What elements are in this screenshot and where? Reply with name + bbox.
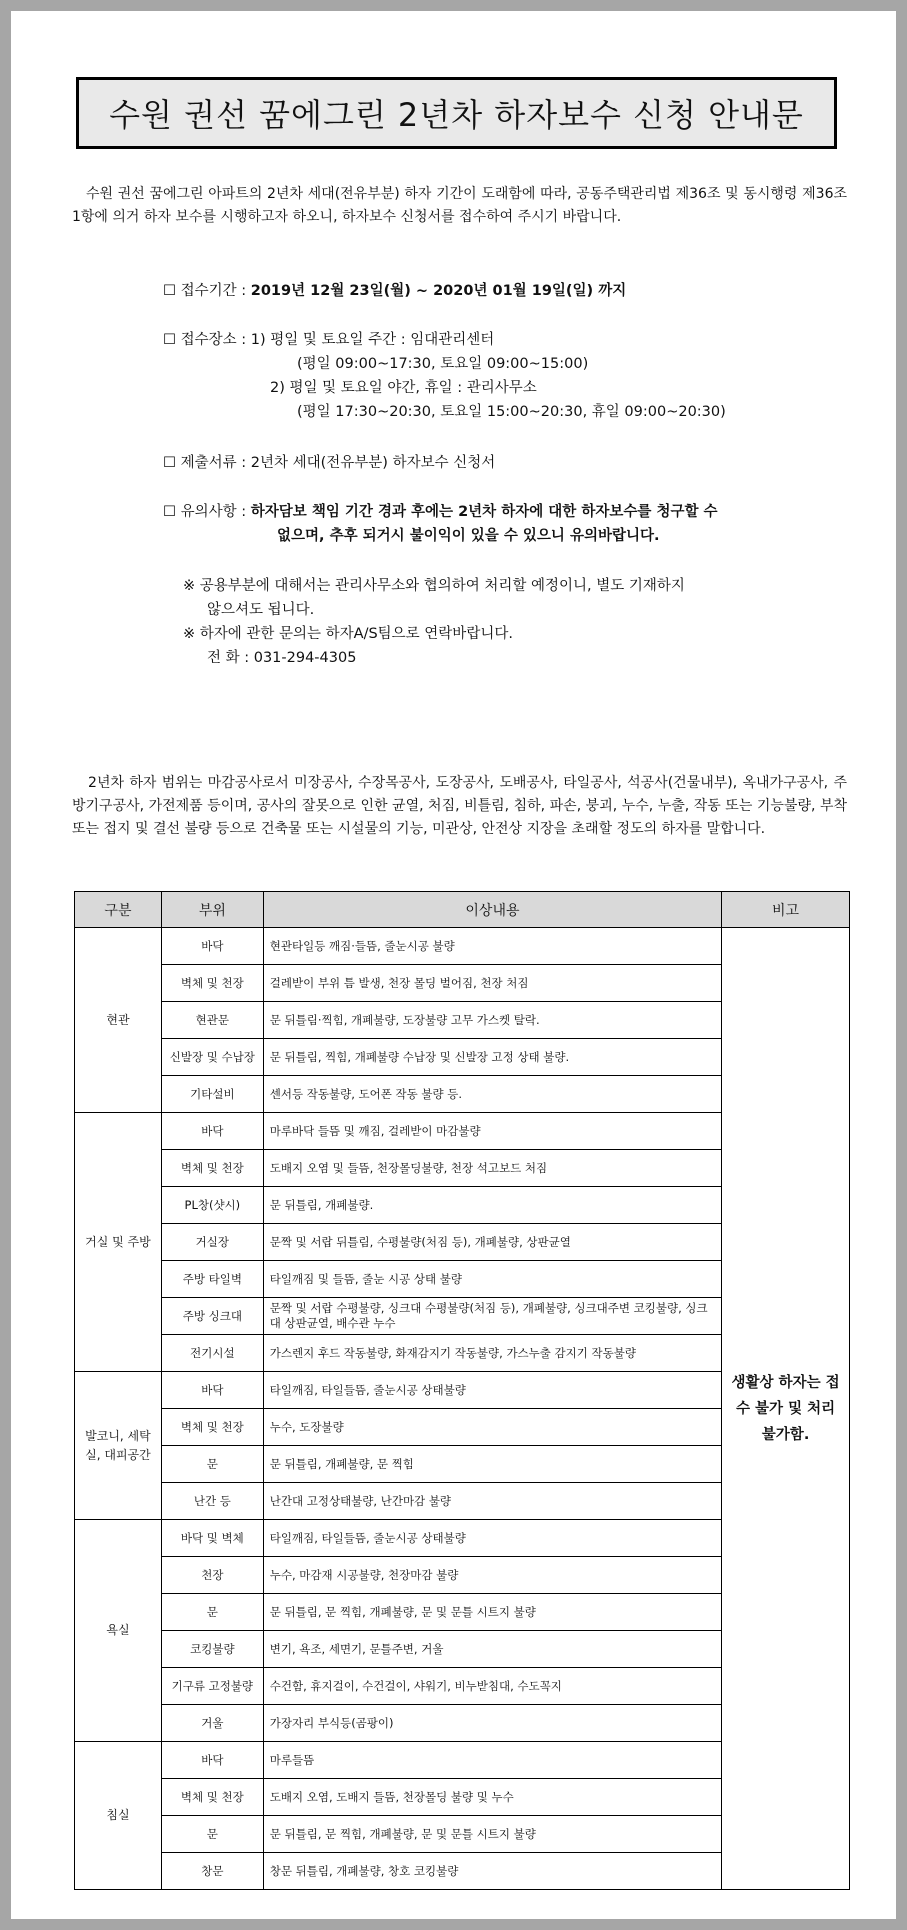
place-line4: (평일 17:30~20:30, 토요일 15:00~20:30, 휴일 09:00~20:30) xyxy=(297,404,726,420)
page-title: 수원 권선 꿈에그린 2년차 하자보수 신청 안내문 xyxy=(76,77,837,149)
description-cell: 타일깨짐, 타일들뜸, 줄눈시공 상태불량 xyxy=(263,1520,721,1557)
category-cell: 발코니, 세탁실, 대피공간 xyxy=(75,1372,162,1520)
info-period xyxy=(163,279,626,303)
part-cell: 현관문 xyxy=(161,1002,263,1039)
description-cell: 타일깨짐 및 들뜸, 줄눈 시공 상태 불량 xyxy=(263,1261,721,1298)
place-line3: 2) 평일 및 토요일 야간, 휴일 : 관리사무소 xyxy=(270,380,537,396)
part-cell: 벽체 및 천장 xyxy=(161,1779,263,1816)
docs-value: 2년차 세대(전유부분) 하자보수 신청서 xyxy=(250,455,496,471)
description-cell: 창문 뒤틀림, 개폐불량, 창호 코킹불량 xyxy=(263,1853,721,1890)
part-cell: 바닥 xyxy=(161,928,263,965)
info-place xyxy=(163,328,726,424)
description-cell: 난간대 고정상태불량, 난간마감 불량 xyxy=(263,1483,721,1520)
note2: ※ 하자에 관한 문의는 하자A/S팀으로 연락바랍니다. xyxy=(183,626,513,642)
category-cell: 침실 xyxy=(75,1742,162,1890)
part-cell: PL창(샷시) xyxy=(161,1187,263,1224)
part-cell: 벽체 및 천장 xyxy=(161,1150,263,1187)
part-cell: 코킹불량 xyxy=(161,1631,263,1668)
description-cell: 변기, 욕조, 세면기, 문틀주변, 거울 xyxy=(263,1631,721,1668)
caution-label: ☐ 유의사항 : xyxy=(163,504,251,520)
description-cell: 도배지 오염, 도배지 들뜸, 천장몰딩 불량 및 누수 xyxy=(263,1779,721,1816)
note1-line2: 않으셔도 됩니다. xyxy=(207,602,315,618)
part-cell: 기구류 고정불량 xyxy=(161,1668,263,1705)
description-cell: 문 뒤틀림·찍힘, 개폐불량, 도장불량 고무 가스켓 탈락. xyxy=(263,1002,721,1039)
document-page xyxy=(11,11,896,1919)
header-part: 부위 xyxy=(161,892,263,928)
part-cell: 주방 싱크대 xyxy=(161,1298,263,1335)
part-cell: 주방 타일벽 xyxy=(161,1261,263,1298)
description-cell: 문 뒤틀림, 문 찍힘, 개폐불량, 문 및 문틀 시트지 불량 xyxy=(263,1816,721,1853)
phone-number: 전 화 : 031-294-4305 xyxy=(207,650,357,666)
part-cell: 기타설비 xyxy=(161,1076,263,1113)
description-cell: 마루들뜸 xyxy=(263,1742,721,1779)
part-cell: 천장 xyxy=(161,1557,263,1594)
description-cell: 타일깨짐, 타일들뜸, 줄눈시공 상태불량 xyxy=(263,1372,721,1409)
table-row xyxy=(75,928,850,965)
description-cell: 현관타일등 깨짐·들뜸, 줄눈시공 불량 xyxy=(263,928,721,965)
description-cell: 수건함, 휴지걸이, 수건걸이, 샤워기, 비누받침대, 수도꼭지 xyxy=(263,1668,721,1705)
part-cell: 거실장 xyxy=(161,1224,263,1261)
description-cell: 마루바닥 들뜸 및 깨짐, 걸레받이 마감불량 xyxy=(263,1113,721,1150)
place-line2: (평일 09:00~17:30, 토요일 09:00~15:00) xyxy=(297,356,589,372)
part-cell: 바닥 xyxy=(161,1372,263,1409)
info-docs xyxy=(163,451,495,475)
part-cell: 벽체 및 천장 xyxy=(161,965,263,1002)
part-cell: 거울 xyxy=(161,1705,263,1742)
part-cell: 전기시설 xyxy=(161,1335,263,1372)
intro-paragraph xyxy=(72,183,847,229)
description-cell: 누수, 마감재 시공불량, 천장마감 불량 xyxy=(263,1557,721,1594)
part-cell: 바닥 xyxy=(161,1742,263,1779)
part-cell: 창문 xyxy=(161,1853,263,1890)
header-remark: 비고 xyxy=(722,892,850,928)
caution-line1: 하자담보 책임 기간 경과 후에는 2년차 하자에 대한 하자보수를 청구할 수 xyxy=(250,504,718,520)
range-text: 2년차 하자 범위는 마감공사로서 미장공사, 수장목공사, 도장공사, 도배공사, 타일공사, 석공사(건물내부), 옥내가구공사, 주방기구공사, 가전제품 등이며, 공사의 잘못으로 인한 균열, 처짐, 비틀림, 침하, 파손, 붕괴, 누수, 누출, 작동 또는 기능불량, 부착 또는 접지 및 결선 불량 등으로 건축물 또는 시설물의 기능, 미관상, 안전상 지장을 초래할 정도의 하자를 말합니다. xyxy=(72,775,847,837)
description-cell: 문 뒤틀림, 개폐불량. xyxy=(263,1187,721,1224)
description-cell: 도배지 오염 및 들뜸, 천장몰딩불량, 천장 석고보드 처짐 xyxy=(263,1150,721,1187)
category-cell: 거실 및 주방 xyxy=(75,1113,162,1372)
description-cell: 문짝 및 서랍 뒤틀림, 수평불량(처짐 등), 개폐불량, 상판균열 xyxy=(263,1224,721,1261)
intro-text: 수원 권선 꿈에그린 아파트의 2년차 세대(전유부분) 하자 기간이 도래함에 따라, 공동주택관리법 제36조 및 동시행령 제36조 1항에 의거 하자 보수를 시행하고자 하오니, 하자보수 신청서를 접수하여 주시기 바랍니다. xyxy=(72,186,847,225)
description-cell: 누수, 도장불량 xyxy=(263,1409,721,1446)
defect-table xyxy=(74,891,850,1890)
docs-label: ☐ 제출서류 : xyxy=(163,455,251,471)
description-cell: 문 뒤틀림, 개폐불량, 문 찍힘 xyxy=(263,1446,721,1483)
remark-cell: 생활상 하자는 접수 불가 및 처리 불가함. xyxy=(722,928,850,1890)
description-cell: 가장자리 부식등(곰팡이) xyxy=(263,1705,721,1742)
part-cell: 문 xyxy=(161,1446,263,1483)
info-caution xyxy=(163,500,718,548)
part-cell: 문 xyxy=(161,1816,263,1853)
category-cell: 욕실 xyxy=(75,1520,162,1742)
category-cell: 현관 xyxy=(75,928,162,1113)
table-body xyxy=(75,928,850,1890)
header-description: 이상내용 xyxy=(263,892,721,928)
part-cell: 바닥 xyxy=(161,1113,263,1150)
description-cell: 문 뒤틀림, 문 찍힘, 개폐불량, 문 및 문틀 시트지 불량 xyxy=(263,1594,721,1631)
description-cell: 가스렌지 후드 작동불량, 화재감지기 작동불량, 가스누출 감지기 작동불량 xyxy=(263,1335,721,1372)
period-value: 2019년 12월 23일(월) ~ 2020년 01월 19일(일) 까지 xyxy=(250,283,627,299)
header-category: 구분 xyxy=(75,892,162,928)
description-cell: 걸레받이 부위 틈 발생, 천장 몰딩 벌어짐, 천장 처짐 xyxy=(263,965,721,1002)
period-label: ☐ 접수기간 : xyxy=(163,283,251,299)
part-cell: 바닥 및 벽체 xyxy=(161,1520,263,1557)
description-cell: 문 뒤틀림, 찍힘, 개폐불량 수납장 및 신발장 고정 상태 불량. xyxy=(263,1039,721,1076)
part-cell: 신발장 및 수납장 xyxy=(161,1039,263,1076)
part-cell: 벽체 및 천장 xyxy=(161,1409,263,1446)
table-header-row xyxy=(75,892,850,928)
notes xyxy=(183,574,685,670)
place-line1: 1) 평일 및 토요일 주간 : 임대관리센터 xyxy=(250,332,495,348)
defect-range-paragraph xyxy=(72,772,847,841)
place-label: ☐ 접수장소 : xyxy=(163,332,251,348)
description-cell: 문짝 및 서랍 수평불량, 싱크대 수평불량(처짐 등), 개폐불량, 싱크대주변 코킹불량, 싱크대 상판균열, 배수관 누수 xyxy=(263,1298,721,1335)
description-cell: 센서등 작동불량, 도어폰 작동 불량 등. xyxy=(263,1076,721,1113)
part-cell: 문 xyxy=(161,1594,263,1631)
caution-line2: 없으며, 추후 되거시 불이익이 있을 수 있으니 유의바랍니다. xyxy=(277,528,660,544)
part-cell: 난간 등 xyxy=(161,1483,263,1520)
note1-line1: ※ 공용부분에 대해서는 관리사무소와 협의하여 처리할 예정이니, 별도 기재하지 xyxy=(183,578,685,594)
